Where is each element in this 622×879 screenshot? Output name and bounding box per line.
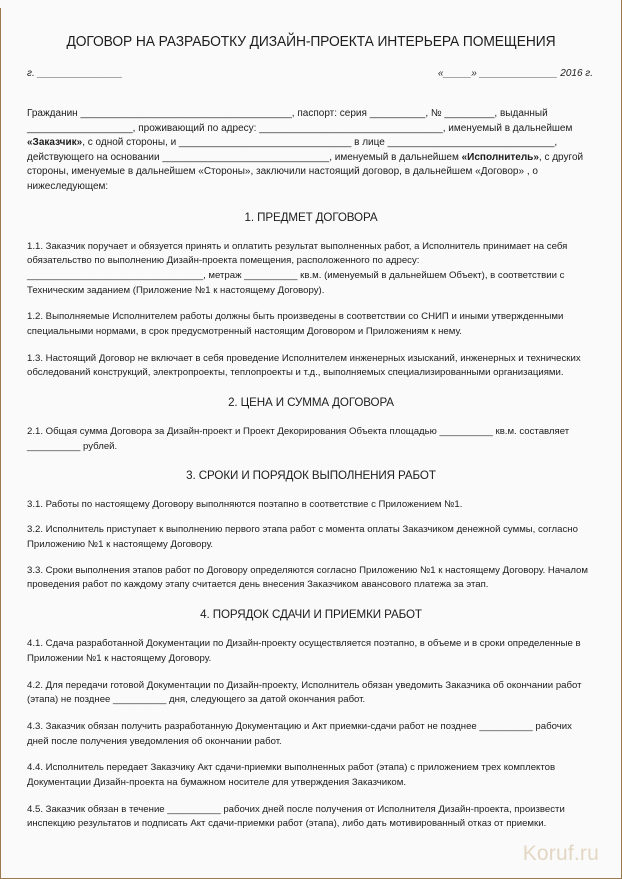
section-heading-2: 2. ЦЕНА И СУММА ДОГОВОРА [228,396,394,410]
preamble-part-3: , с другой стороны, именуемые в дальнейшем «Стороны», заключили настоящий договор, в дальнейшем «Договор» , о нижеследующем: [27,151,584,192]
clause-3-2: 3.2. Исполнитель приступает к выполнению первого этапа работ с момента оплаты Заказчиком денежной суммы, согласно Приложению №1 к настоящему Договору. [27,524,578,550]
clause-4-1: 4.1. Сдача разработанной Документации по Дизайн-проекту осуществляется поэтапно, в объеме и в сроки определенные в Приложении №1 к настоящему Договору. [27,638,581,664]
preamble-part-2: , с одной стороны, и _______________________________ в лице ______________________________, действующего на основании ______________________________, именуемый в дальнейшем [27,137,558,163]
page-title: ДОГОВОР НА РАЗРАБОТКУ ДИЗАЙН-ПРОЕКТА ИНТЕРЬЕРА ПОМЕЩЕНИЯ [66,34,556,50]
clause-3-1: 3.1. Работы по настоящему Договору выполняются поэтапно в соответствие с Приложением №1. [27,498,463,510]
clause-2-1: 2.1. Общая сумма Договора за Дизайн-проект и Проект Декорирования Объекта площадью __________ кв.м. составляет __________ рублей. [27,426,570,452]
clause-1-1: 1.1. Заказчик поручает и обязуется принять и оплатить результат выполненных работ, а Исполнитель принимает на себя обязательство по выполнению Дизайн-проекта помещения, расположенного по адресу: _________________________________, метраж __________ кв.м. (именуемый в дальнейшем Объект), в соответствии с Техническим заданием (Приложение №1 к настоящему Договору). [27,240,568,296]
place-and-date-row [23,68,599,79]
section-heading-3: 3. СРОКИ И ПОРЯДОК ВЫПОЛНЕНИЯ РАБОТ [186,468,436,482]
clause-1-2: 1.2. Выполняемые Исполнителем работы должны быть произведены в соответствии со СНИП и иными утвержденными специальными нормами, в срок предусмотренный настоящим Договором и Приложениям к нему. [27,311,564,338]
section-heading-4: 4. ПОРЯДОК СДАЧИ И ПРИЕМКИ РАБОТ [200,608,422,622]
preamble-paragraph [23,107,599,195]
section-heading-1: 1. ПРЕДМЕТ ДОГОВОРА [244,210,378,224]
clause-3-3: 3.3. Сроки выполнения этапов работ по Договору определяются согласно Приложению №1 к настоящему Договору. Началом проведения работ по каждому этапу считается день внесения Заказчиком авансового платежа за этап. [27,564,588,591]
clause-4-3: 4.3. Заказчик обязан получить разработанную Документацию и Акт приемки-сдачи работ не позднее __________ рабочих дней после получения уведомления об окончании работ. [27,720,572,747]
clause-1-3: 1.3. Настоящий Договор не включает в себя проведение Исполнителем инженерных изысканий, инженерных и технических обследований конструкций, электропроекты, теплопроекты и т.д., выполняемых специализированными организациями. [27,352,581,379]
clause-4-5: 4.5. Заказчик обязан в течение __________ рабочих дней после получения от Исполнителя Дизайн-проекта, произвести инспекцию результатов и подписать Акт сдачи-приемки работ (этапа), либо дать мотивированный отказ от приемки. [27,803,565,830]
city-field[interactable]: г. _______________ [27,68,123,79]
clause-4-2: 4.2. Для передачи готовой Документации по Дизайн-проекту, Исполнитель обязан уведомить Заказчика об окончании работ (этапа) не позднее __________ дня, следующего за датой окончания работ. [27,679,582,706]
clause-4-4: 4.4. Исполнитель передает Заказчику Акт сдачи-приемки выполненных работ (этапа) с приложением трех комплектов Документации Дизайн-проекта на бумажном носителе для утверждения Заказчиком. [27,762,556,789]
preamble-part-1: Гражданин ______________________________________, паспорт: серия __________, № _________, выданный ___________________, проживающий по адресу: _________________________________, именуемый в дальнейшем [27,108,573,134]
document-body [1,0,621,877]
party-customer-term: «Заказчик» [27,137,83,149]
site-watermark: Koruf.ru [522,842,599,865]
party-contractor-term: «Исполнитель» [461,151,539,163]
date-field[interactable]: «_____» ______________ 2016 г. [437,68,593,79]
